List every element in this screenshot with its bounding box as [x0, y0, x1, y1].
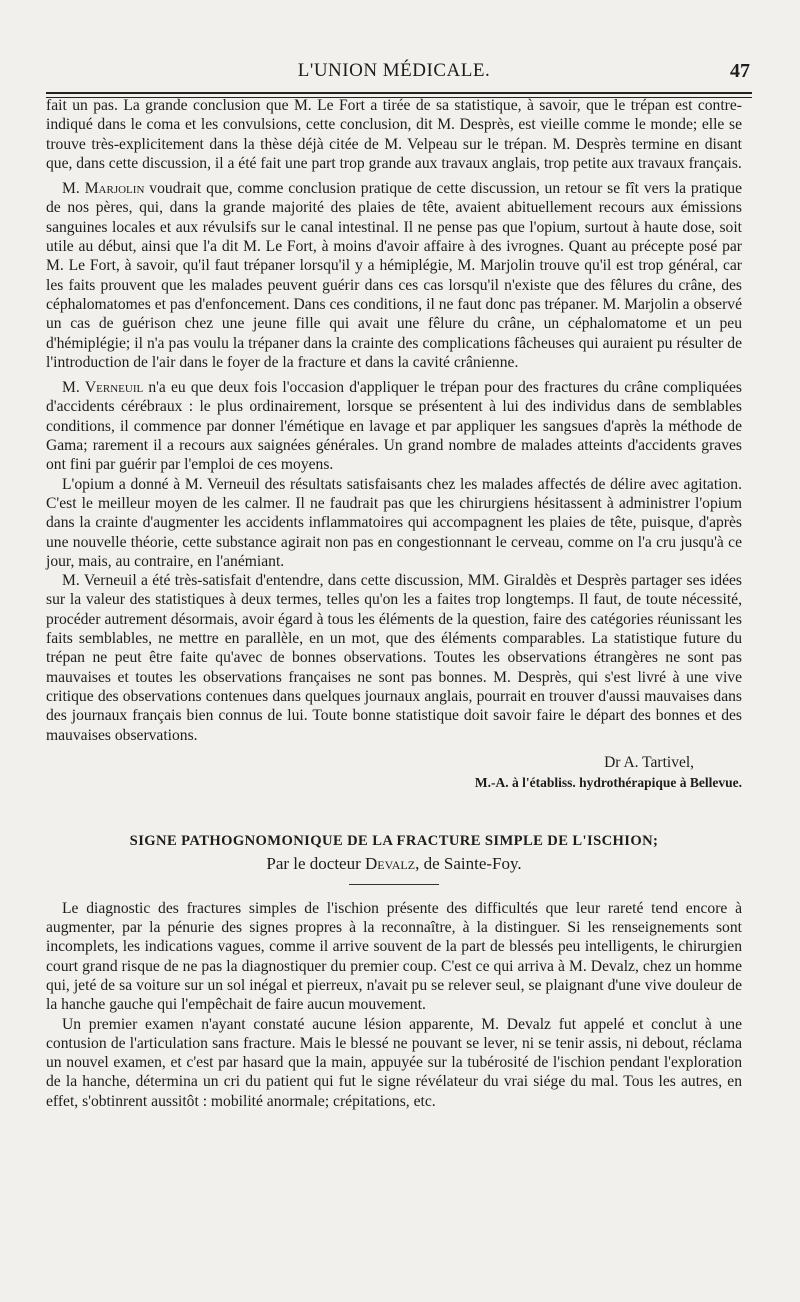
paragraph-statistics: M. Verneuil a été très-satisfait d'entendre, dans cette discussion, MM. Giraldès et Desprès partager ses idées sur la valeur des statistiques à deux termes, telles qu'on les a faites trop longtemps. Il faut, de toute nécessité, procéder autrement désormais, avoir égard à tous les éléments de la question, faire des catégories réunissant les faits semblables, ne mettre en parallèle, en un mot, que des éléments comparables. La statistique future du trépan ne peut être faite qu'avec de bonnes observations. Toutes les observations étrangères ne sont pas mauvaises et toutes les observations françaises ne sont pas bonnes. M. Desprès, qui s'est livré à une vive critique des observations contenues dans quelques journaux anglais, pourrait en trouver d'aussi mauvaises dans des journaux français bien connus de lui. Toute bonne statistique doit savoir faire le départ des bonnes et des mauvaises observations.: [46, 572, 742, 744]
section-byline: [46, 854, 742, 874]
paragraph-examination: Un premier examen n'ayant constaté aucune lésion apparente, M. Devalz fut appelé et conclut à une contusion de l'articulation sans fracture. Mais le blessé ne pouvant se lever, ni se tenir assis, ni debout, réclama un nouvel examen, et c'est par hasard que la main, appuyée sur la tubérosité de l'ischion pendant l'exploration de la hanche, détermina un cri du patient qui fut le signe révélateur du vrai siége du mal. Tous les autres, en effet, s'obtinrent aussitôt : mobilité anormale; crépitations, etc.: [46, 1015, 742, 1110]
running-title: L'UNION MÉDICALE.: [297, 60, 491, 81]
signature-author: Dr A. Tartivel,: [604, 753, 694, 771]
section-title: SIGNE PATHOGNOMONIQUE DE LA FRACTURE SIMPLE DE L'ISCHION;: [129, 832, 659, 849]
paragraph-text: voudrait que, comme conclusion pratique de cette discussion, un retour se fît vers la pratique de nos pères, qui, dans la grande majorité des plaies de tête, avaient abituellement recours aux émissions sanguines locales et aux révulsifs sur le canal intestinal. Il ne pense pas que l'opium, surtout à haute dose, soit utile au début, ainsi que l'a dit M. Le Fort, à moins d'avoir affaire à des ivrognes. Quant au précepte posé par M. Le Fort, à savoir, qu'il faut trépaner lorsqu'il y a hémiplégie, M. Marjolin trouve qu'il est trop général, car les faits prouvent que les malades peuvent guérir dans ces cas lorsqu'il n'existe que des fêlures du crâne, des céphalomatomes et pas d'enfoncement. Dans ces conditions, il ne faut donc pas trépaner. M. Marjolin a observé un cas de guérison chez une jeune fille qui avait une fêlure du crâne, un céphalomatome et un peu d'hémiplégie; il n'a pas voulu la trépaner dans la crainte des complications fâcheuses qui auraient pu résulter de l'introduction de l'air dans le foyer de la fracture et dans la cavité crânienne.: [46, 180, 742, 371]
page-header: [46, 0, 750, 96]
byline-author: Devalz: [365, 853, 416, 873]
header-rule: [46, 92, 752, 98]
paragraph-text: n'a eu que deux fois l'occasion d'appliquer le trépan pour des fractures du crâne compliquées d'accidents cérébraux : le plus ordinairement, lorsque se présentent à lui des individus dans de semblables conditions, il commence par donner l'émétique en lavage et par appliquer les sangsues d'après la méthode de Gama; rarement il a recours aux saignées générales. Un grand nombre de malades atteints d'accidents graves ont fini par guérir par l'emploi de ces moyens.: [46, 379, 742, 474]
speaker-prefix: M.: [62, 180, 85, 198]
paragraph-marjolin: [46, 179, 742, 372]
section-body: [46, 899, 742, 1111]
paragraph-continuation: fait un pas. La grande conclusion que M. Le Fort a tirée de sa statistique, à savoir, que le trépan est contre-indiqué dans le coma et les convulsions, cette conclusion, dit M. Desprès, est vieille comme le monde; elle se trouve très-explicitement dans la thèse déjà citée de M. Velpeau sur le trépan. M. Desprès termine en disant que, dans cette discussion, il a été fait une part trop grande aux travaux anglais, trop petite aux travaux français.: [46, 97, 742, 172]
article-body: [46, 96, 742, 745]
paragraph-verneuil: [46, 378, 742, 474]
signature-affiliation: M.-A. à l'établiss. hydrothérapique à Bellevue.: [474, 774, 742, 790]
section-divider: [349, 884, 439, 885]
byline-prefix: Par le docteur: [266, 853, 366, 873]
speaker-name: Marjolin: [84, 180, 145, 198]
byline-suffix: , de Sainte-Foy.: [415, 853, 522, 873]
speaker-prefix: M.: [62, 379, 85, 397]
speaker-name: Verneuil: [84, 379, 144, 397]
paragraph-diagnostic: Le diagnostic des fractures simples de l'ischion présente des difficultés que leur rareté tend encore à augmenter, par la pénurie des signes propres à la reconnaître, à la distinguer. Si les renseignements sont incomplets, les indications vagues, comme il arrive souvent de la part de blessés peu intelligents, le chirurgien court grand risque de ne pas la diagnostiquer du premier coup. C'est ce qui arriva à M. Devalz, chez un homme qui, jeté de sa voiture sur un sol inégal et pierreux, n'avait pu se relever seul, se plaignant d'une vive douleur de la hanche gauche qui l'empêchait de faire aucun mouvement.: [46, 899, 742, 1014]
paragraph-opium: L'opium a donné à M. Verneuil des résultats satisfaisants chez les malades affectés de délire avec agitation. C'est le meilleur moyen de les calmer. Il ne faudrait pas que les chirurgiens hésitassent à administrer l'opium dans la crainte d'augmenter les accidents inflammatoires qui accompagnent les plaies de tête, puisque, d'après une nouvelle théorie, cette substance agirait non pas en congestionnant le cerveau, comme on l'a cru jusqu'à ce jour, mais, au contraire, en l'anémiant.: [46, 475, 742, 570]
page-number: 47: [730, 60, 750, 82]
